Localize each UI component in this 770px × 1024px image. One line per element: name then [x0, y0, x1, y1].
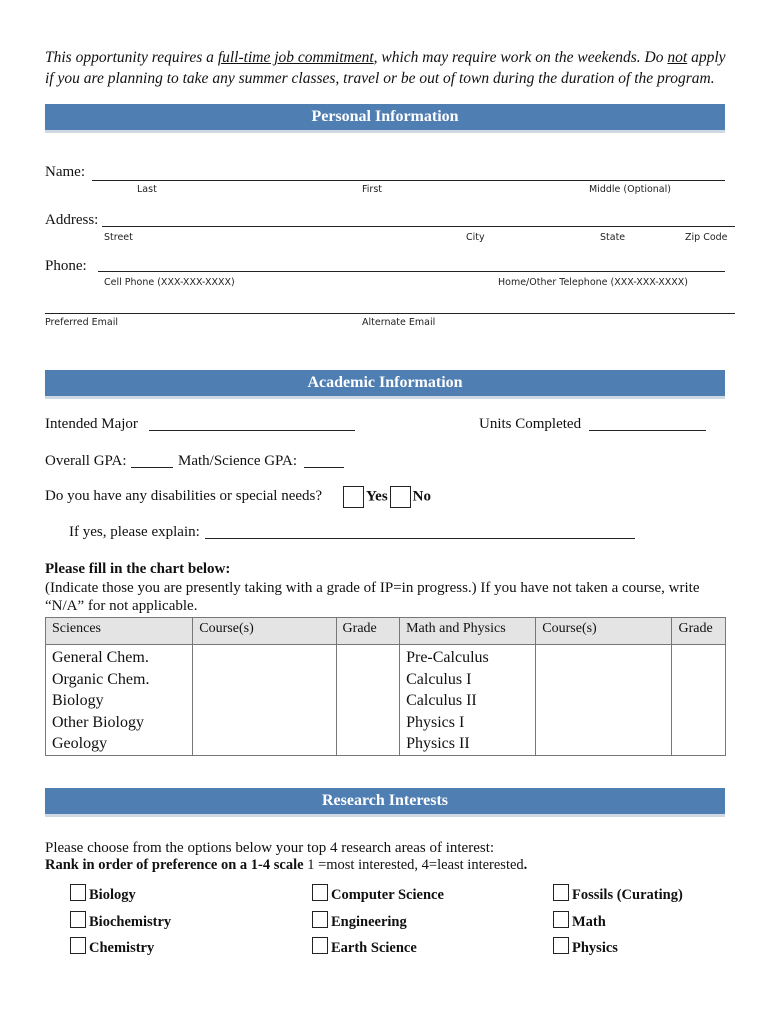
math-gpa-label: Math/Science GPA: [178, 453, 298, 469]
math-course: Physics I [406, 713, 465, 731]
rank-instructions-end: . [523, 857, 528, 873]
checkbox-icon[interactable] [312, 884, 328, 901]
option-label: Biochemistry [89, 913, 172, 930]
units-label: Units Completed [479, 416, 582, 432]
yes-checkbox[interactable] [343, 486, 364, 508]
science-course: Other Biology [52, 713, 144, 731]
checkbox-icon[interactable] [553, 911, 569, 928]
header-grade-1: Grade [336, 618, 400, 645]
research-instructions: Please choose from the options below your top 4 research areas of interest: [45, 840, 495, 856]
option-engineering[interactable] [312, 909, 444, 936]
no-checkbox[interactable] [390, 486, 411, 508]
email-field[interactable] [45, 313, 735, 314]
math-course: Physics II [406, 735, 470, 752]
units-field[interactable] [589, 430, 706, 431]
header-grade-2: Grade [672, 618, 726, 645]
option-label: Computer Science [331, 887, 444, 903]
first-name-caption: First [362, 184, 382, 195]
yes-label: Yes [366, 488, 388, 505]
phone-label: Phone: [45, 258, 87, 274]
science-grade-input[interactable] [336, 645, 400, 756]
intro-text: , which may require work on the weekends. Do [373, 49, 668, 66]
checkbox-icon[interactable] [553, 884, 569, 901]
science-courses-input[interactable] [193, 645, 336, 756]
option-biochemistry[interactable] [70, 909, 171, 936]
intro-emphasis: full-time job commitment [217, 49, 374, 66]
option-label: Earth Science [331, 940, 417, 956]
street-caption: Street [104, 232, 133, 243]
explain-field[interactable] [205, 538, 635, 539]
courses-table [45, 617, 726, 756]
research-interests-header: Research Interests [45, 788, 725, 817]
research-options-col3 [553, 882, 683, 962]
math-gpa-field[interactable] [304, 467, 344, 468]
chart-note: (Indicate those you are presently taking with a grade of IP=in progress.) If you have not taken a course, write “N/A” for not applicable. [45, 580, 700, 614]
science-course: Geology [52, 735, 108, 752]
math-courses-input[interactable] [536, 645, 672, 756]
disability-options [343, 486, 431, 508]
research-options-col1 [70, 882, 171, 962]
option-label: Physics [572, 940, 618, 956]
math-course: Calculus I [406, 670, 472, 688]
state-caption: State [600, 232, 626, 243]
checkbox-icon[interactable] [312, 911, 328, 928]
math-course: Pre-Calculus [406, 649, 489, 666]
disability-question: Do you have any disabilities or special needs? [45, 488, 323, 504]
math-physics-list [400, 645, 536, 756]
checkbox-icon[interactable] [70, 884, 86, 901]
option-physics[interactable] [553, 935, 683, 962]
intro-notice [45, 47, 735, 89]
table-header-row [46, 618, 726, 645]
phone-field[interactable] [98, 271, 725, 272]
name-field[interactable] [92, 180, 725, 181]
preferred-email-caption: Preferred Email [45, 317, 118, 328]
middle-name-caption: Middle (Optional) [589, 184, 671, 195]
last-name-caption: Last [137, 184, 157, 195]
zip-caption: Zip Code [685, 232, 728, 243]
major-label: Intended Major [45, 416, 138, 432]
intro-not: not [667, 49, 688, 66]
option-label: Math [572, 913, 606, 930]
address-label: Address: [45, 212, 99, 228]
research-options-col2 [312, 882, 444, 962]
option-computer-science[interactable] [312, 882, 444, 909]
sciences-list [46, 645, 193, 756]
science-course: General Chem. [52, 649, 149, 666]
option-chemistry[interactable] [70, 935, 171, 962]
major-field[interactable] [149, 430, 355, 431]
name-label: Name: [45, 164, 85, 180]
math-grade-input[interactable] [672, 645, 726, 756]
address-field[interactable] [102, 226, 735, 227]
checkbox-icon[interactable] [70, 911, 86, 928]
gpa-field[interactable] [131, 467, 173, 468]
header-courses-1: Course(s) [193, 618, 336, 645]
option-fossils[interactable] [553, 882, 683, 909]
rank-instructions-bold: Rank in order of preference on a 1-4 scale [45, 857, 304, 873]
checkbox-icon[interactable] [312, 937, 328, 954]
option-label: Biology [89, 887, 136, 903]
intro-text: This opportunity requires a [45, 49, 218, 66]
option-label: Fossils (Curating) [572, 887, 683, 903]
checkbox-icon[interactable] [553, 937, 569, 954]
no-label: No [412, 488, 432, 505]
alternate-email-caption: Alternate Email [362, 317, 436, 328]
option-earth-science[interactable] [312, 935, 444, 962]
personal-info-header: Personal Information [45, 104, 725, 133]
option-math[interactable] [553, 909, 683, 936]
science-course: Organic Chem. [52, 670, 150, 688]
rank-instructions [45, 857, 527, 874]
home-phone-caption: Home/Other Telephone (XXX-XXX-XXXX) [498, 277, 688, 288]
header-courses-2: Course(s) [536, 618, 672, 645]
gpa-label: Overall GPA: [45, 453, 127, 469]
intro-text: apply if you are planning to take any summer classes, travel or be out of town during the duration of the program. [45, 49, 726, 87]
header-math-physics: Math and Physics [400, 618, 536, 645]
option-label: Chemistry [89, 940, 155, 956]
checkbox-icon[interactable] [70, 937, 86, 954]
explain-label: If yes, please explain: [69, 524, 200, 540]
math-course: Calculus II [406, 692, 477, 709]
option-biology[interactable] [70, 882, 171, 909]
city-caption: City [466, 232, 485, 243]
chart-title: Please fill in the chart below: [45, 561, 231, 577]
cell-phone-caption: Cell Phone (XXX-XXX-XXXX) [104, 277, 235, 288]
science-course: Biology [52, 692, 104, 709]
table-body-row [46, 645, 726, 756]
rank-instructions-text: 1 =most interested, 4=least interested [303, 857, 524, 873]
option-label: Engineering [331, 913, 407, 930]
academic-info-header: Academic Information [45, 370, 725, 399]
header-sciences: Sciences [46, 618, 193, 645]
